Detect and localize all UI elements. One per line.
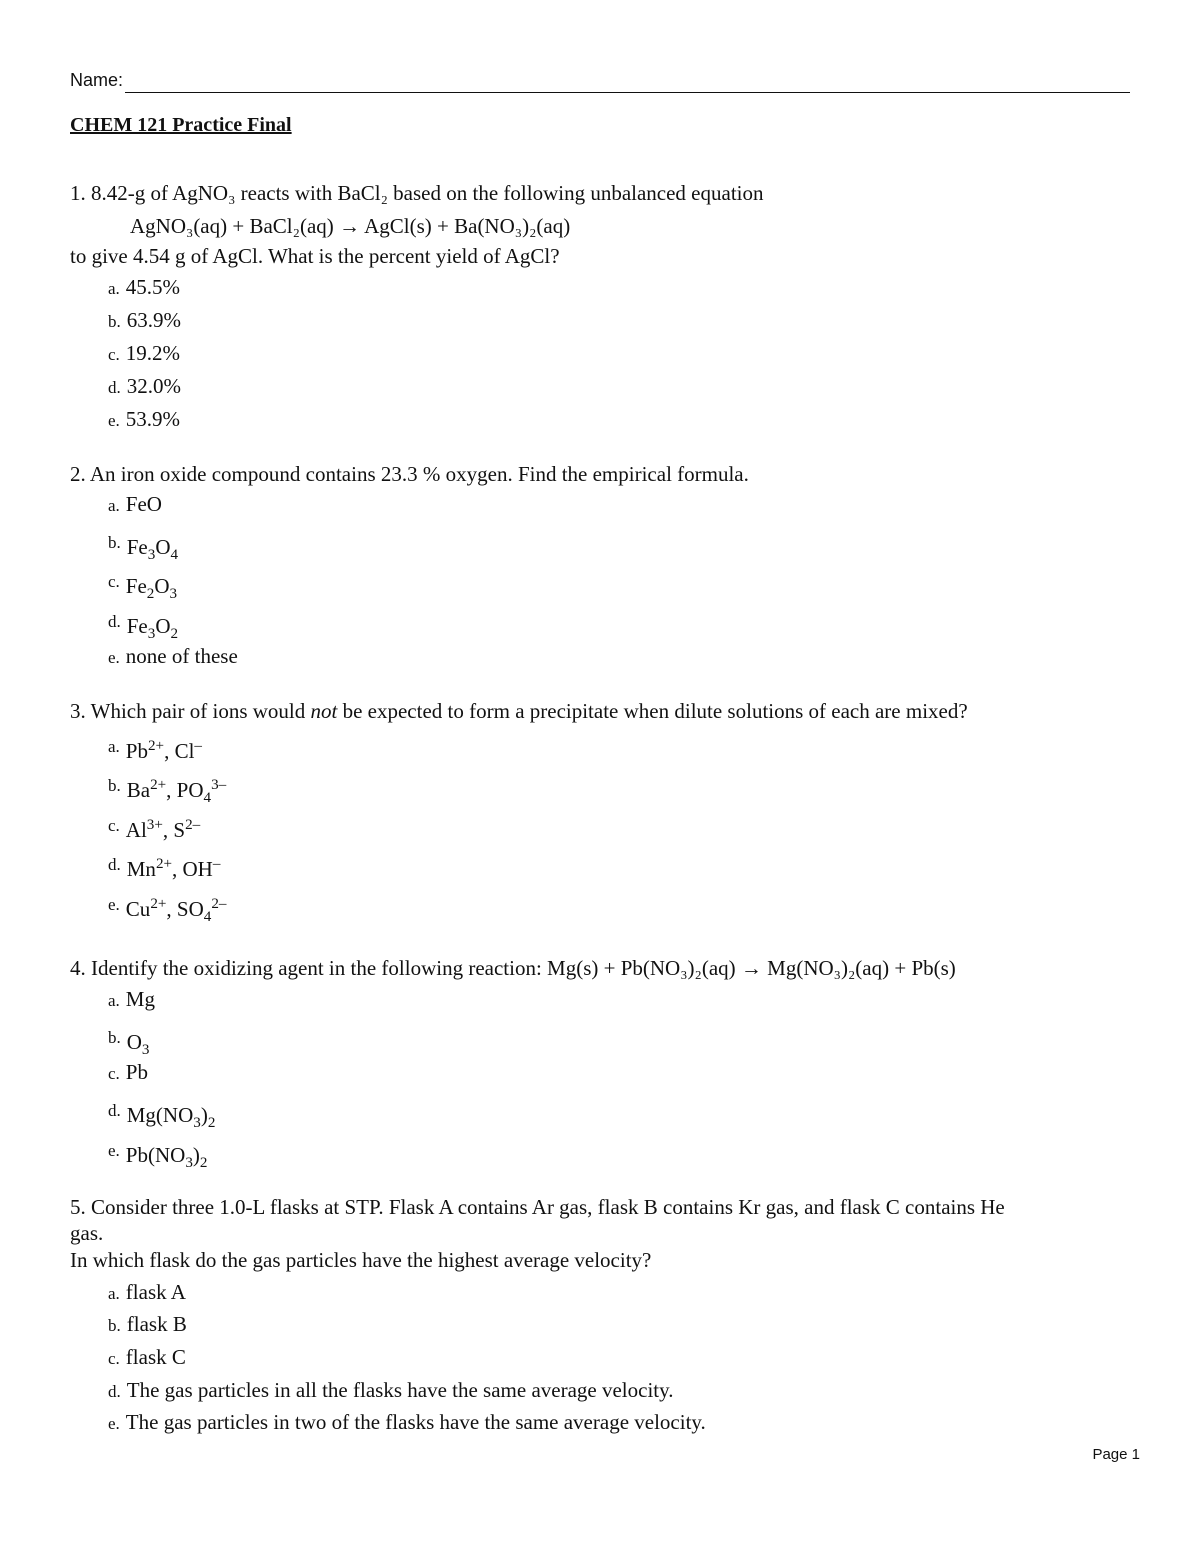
option-letter: d. [108,1101,121,1120]
option-text: $Mn^{2+}$, OH– [126,855,221,881]
q4-stem: 4. Identify the oxidizing agent in the following reaction: Mg(s) + Pb(NO₃)₂(aq) → Mg(NO₃)₂(aq) + Pb(s) [70,956,956,980]
q4-option-c [108,1059,1130,1087]
option-text: $Ba^{2+}$, $PO_4^{3-}$ [126,776,227,807]
option-letter: a. [108,1284,120,1303]
exam-title: CHEM 121 Practice Final [70,114,292,136]
q5-stem: 5. Consider three 1.0-L flasks at STP. Flask A contains Ar gas, flask B contains Kr gas, and flask C contains He [70,1195,1005,1219]
option-letter: a. [108,991,120,1010]
option-letter: c. [108,572,120,591]
q1-stem-continued: to give 4.54 g of AgCl. What is the percent yield of AgCl? [70,244,560,268]
option-letter: a. [108,496,120,515]
option-letter: e. [108,411,120,430]
option-text: $Pb^{2+}$, Cl– [125,737,202,763]
option-letter: b. [108,776,121,795]
option-text: 45.5% [125,275,181,299]
option-text: $O_3$ [126,1029,150,1059]
q4-option-d [108,1098,1130,1132]
option-text: $Cu^{2+}$, $SO_4^{2-}$ [125,895,227,926]
q5-option-b [108,1311,1130,1339]
q2-stem: 2. An iron oxide compound contains 23.3 % oxygen. Find the empirical formula. [70,462,749,486]
option-letter: c. [108,345,120,364]
q1-option-d [108,373,1130,401]
q2-option-d [108,609,1130,643]
option-letter: b. [108,1316,121,1335]
option-text: $Fe_3O_2$ [126,613,179,643]
option-text: none of these [125,644,238,668]
name-blank-line [125,92,1130,93]
option-text: The gas particles in two of the flasks have the same average velocity. [125,1410,706,1434]
q2-option-a [108,491,1130,519]
option-text: $Fe_3O_4$ [126,534,179,564]
option-letter: d. [108,1382,121,1401]
option-text: The gas particles in all the flasks have the same average velocity. [126,1378,674,1402]
option-letter: b. [108,1028,121,1047]
q3-option-d [108,852,1130,882]
q3-stem-emphasis: not [310,699,338,723]
q5-option-a [108,1279,1130,1307]
q5-option-e [108,1409,1130,1437]
option-text: $Pb(NO_3)_2$ [125,1142,208,1172]
option-text: 63.9% [126,308,181,332]
name-label: Name: [70,70,124,90]
q3-option-c [108,813,1130,843]
option-letter: e. [108,648,120,667]
option-letter: d. [108,378,121,397]
option-letter: a. [108,737,120,756]
option-text: Pb [125,1060,148,1084]
q1-option-c [108,340,1130,368]
option-text: 19.2% [125,341,181,365]
q5-option-d [108,1377,1130,1405]
option-text: 53.9% [125,407,181,431]
q3-stem-end: be expected to form a precipitate when dilute solutions of each are mixed? [337,699,968,723]
q4-option-a [108,986,1130,1014]
option-text: flask C [125,1345,186,1369]
q1-stem: 1. 8.42-g of AgNO₃ reacts with BaCl₂ based on the following unbalanced equation [70,181,764,205]
option-text: $Fe_2O_3$ [125,573,178,603]
option-letter: e. [108,1141,120,1160]
option-text: flask B [126,1312,187,1336]
option-text: flask A [125,1280,186,1304]
q5-question: In which flask do the gas particles have the highest average velocity? [70,1248,652,1272]
q3-option-e [108,892,1130,926]
option-letter: d. [108,612,121,631]
q1-option-b [108,307,1130,335]
q1-equation-text: AgNO₃(aq) + BaCl₂(aq) → AgCl(s) + Ba(NO₃)₂(aq) [130,214,571,238]
option-letter: b. [108,312,121,331]
option-letter: c. [108,816,120,835]
option-text: 32.0% [126,374,181,398]
q1-option-a [108,274,1130,302]
option-letter: a. [108,279,120,298]
option-text: $Al^{3+}$, $S^{2-}$ [125,816,201,842]
q3-option-b [108,773,1130,807]
option-letter: b. [108,533,121,552]
page-number: Page 1 [1092,1446,1140,1463]
option-text: $Mg(NO_3)_2$ [126,1102,216,1132]
option-letter: c. [108,1349,120,1368]
q3-stem [70,698,1130,724]
q2-option-b [108,530,1130,564]
q1-option-e [108,406,1130,434]
option-text: FeO [125,492,162,516]
q2-option-c [108,569,1130,603]
q3-option-a [108,734,1130,764]
option-letter: d. [108,855,121,874]
option-text: Mg [125,987,155,1011]
q5-option-c [108,1344,1130,1372]
option-letter: e. [108,1414,120,1433]
option-letter: e. [108,895,120,914]
option-letter: c. [108,1064,120,1083]
q1-equation [130,213,1130,239]
q4-option-b [108,1025,1130,1059]
q5-stem-wrap: gas. [70,1221,104,1245]
q4-option-e [108,1138,1130,1172]
q2-option-e [108,643,1130,671]
q3-stem-start: 3. Which pair of ions would [70,699,311,723]
